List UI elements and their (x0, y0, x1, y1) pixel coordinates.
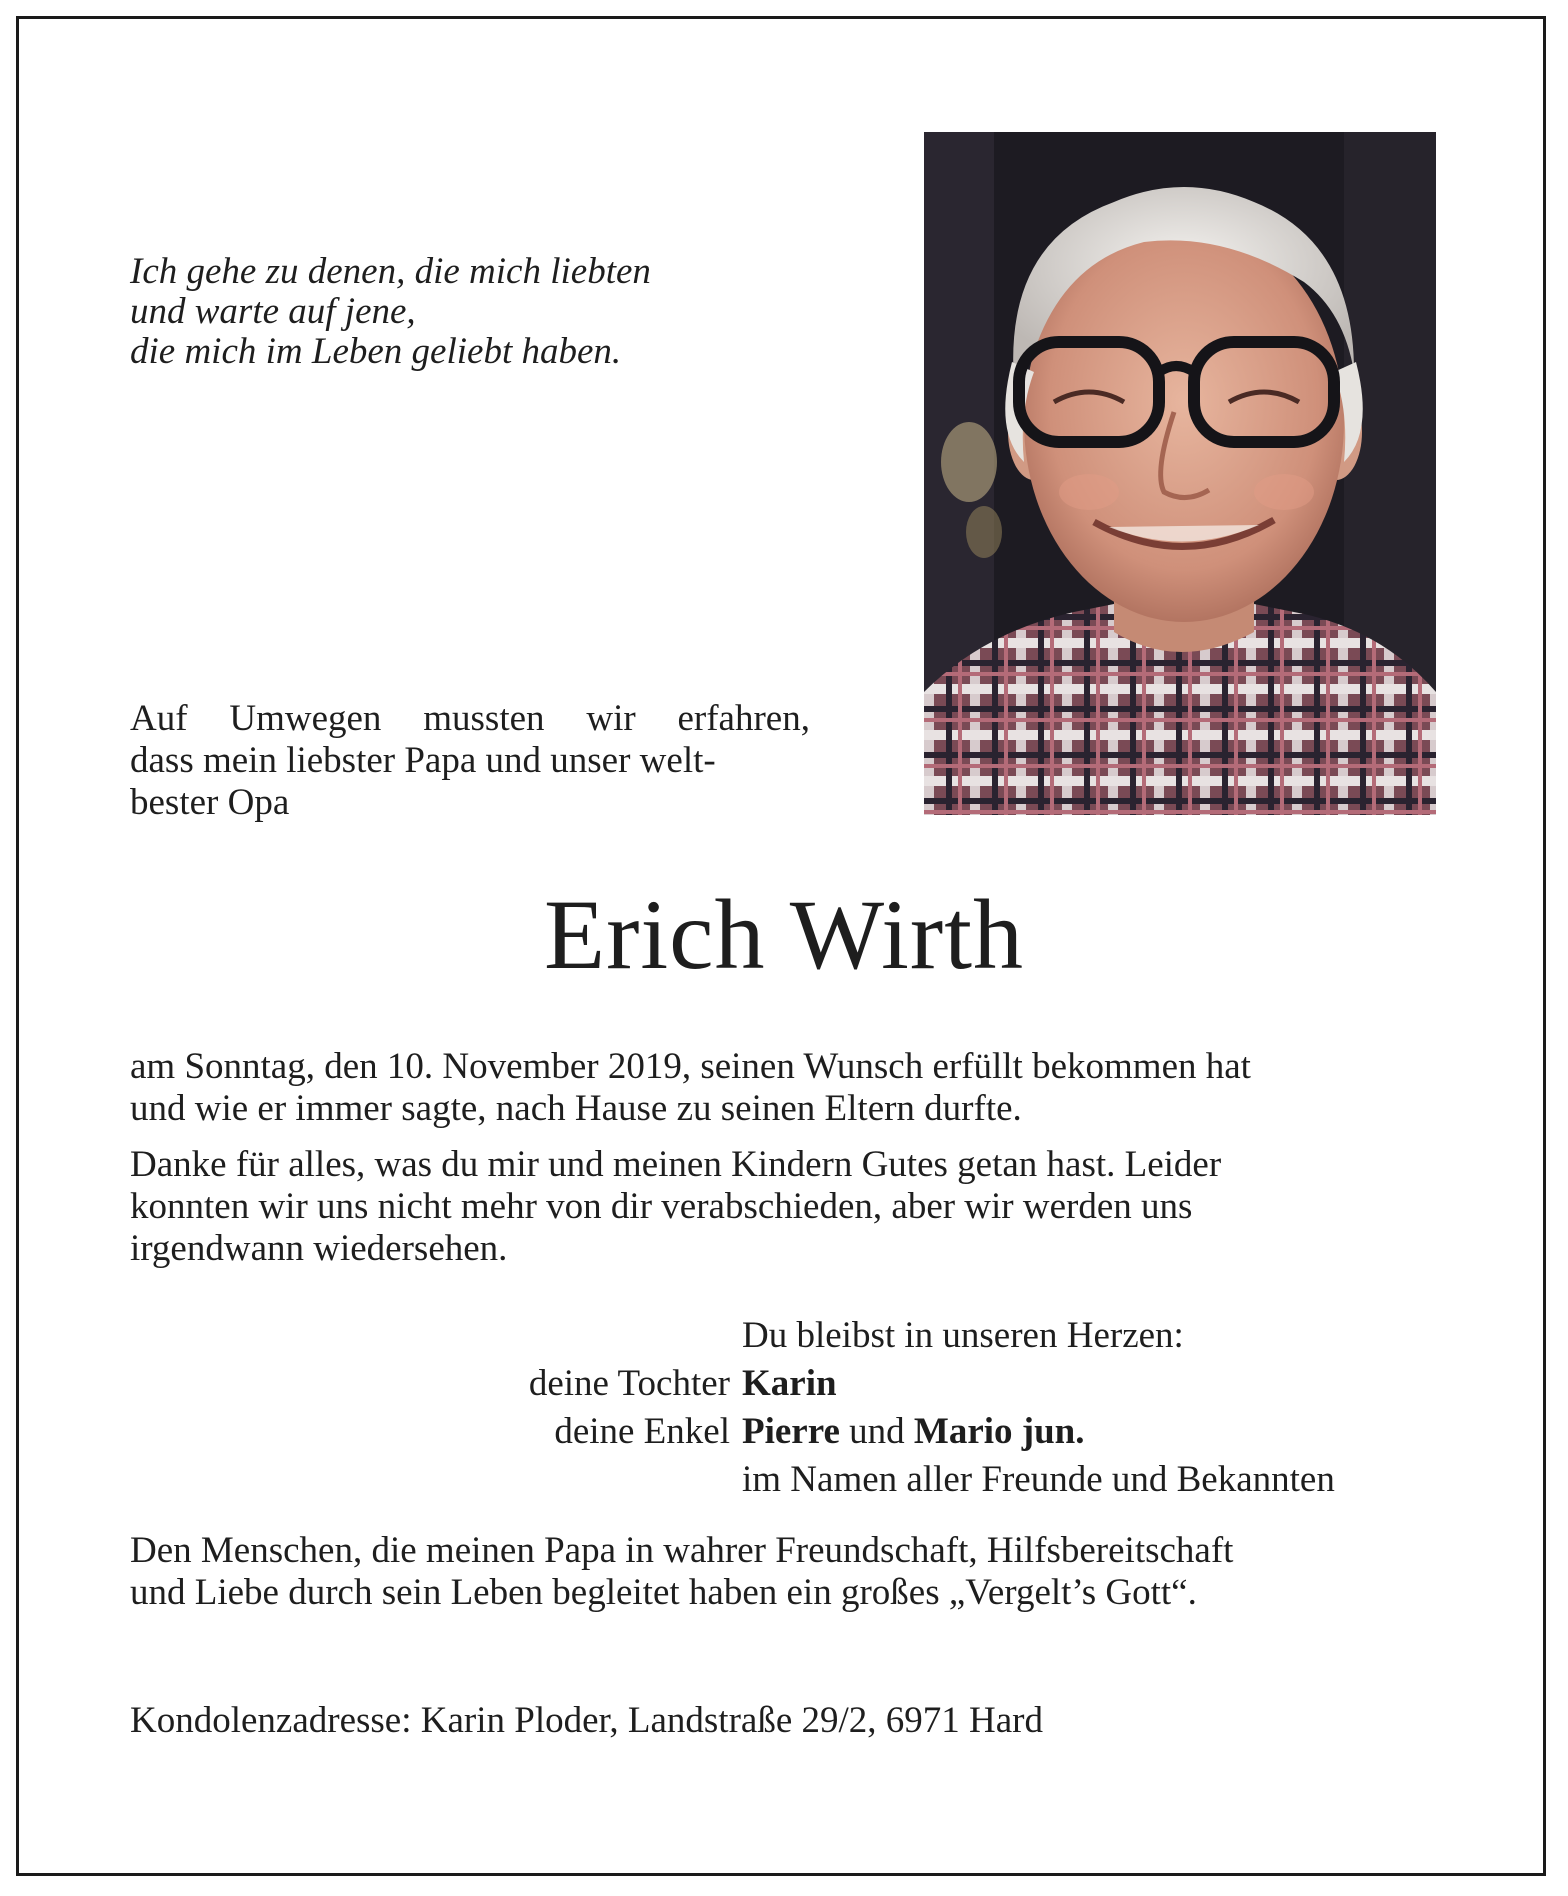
signature-friends-row (130, 1456, 1438, 1504)
friends-line: im Namen aller Freunde und Bekannten (742, 1459, 1335, 1500)
paragraph-gratitude (130, 1530, 1438, 1614)
signature-block (130, 1312, 1438, 1504)
paragraph-line: und Liebe durch sein Leben begleitet haben ein großes „Vergelt’s Gott“. (130, 1572, 1197, 1613)
quote-line: Ich gehe zu denen, die mich liebten (130, 251, 651, 292)
intro-line-1 (130, 698, 810, 740)
conjunction: und (849, 1411, 905, 1452)
memorial-quote (130, 252, 770, 372)
daughter-name: Karin (742, 1363, 837, 1404)
quote-line: die mich im Leben geliebt haben. (130, 331, 622, 372)
grandchild-name: Mario jun. (913, 1411, 1085, 1452)
intro-word: Umwegen (229, 698, 382, 739)
intro-word: mussten (423, 698, 545, 739)
paragraph-line: am Sonntag, den 10. November 2019, seinen Wunsch erfüllt bekommen hat (130, 1046, 1251, 1087)
grandchildren-names (742, 1408, 1085, 1456)
portrait-illustration (924, 132, 1436, 815)
grandchildren-label: deine Enkel (554, 1411, 730, 1452)
signature-daughter-row (130, 1360, 1438, 1408)
portrait-photo (924, 132, 1436, 815)
intro-word: erfahren, (677, 698, 810, 739)
signature-grandchildren-row (130, 1408, 1438, 1456)
paragraph-line: irgendwann wiedersehen. (130, 1228, 508, 1269)
paragraph-death-notice (130, 1046, 1438, 1130)
intro-line-2: dass mein liebster Papa und unser welt- (130, 740, 716, 781)
paragraph-line: konnten wir uns nicht mehr von dir verabschieden, aber wir werden uns (130, 1186, 1193, 1227)
paragraph-line: Den Menschen, die meinen Papa in wahrer Freundschaft, Hilfsbereitschaft (130, 1530, 1234, 1571)
intro-line-3: bester Opa (130, 782, 290, 823)
paragraph-line: und wie er immer sagte, nach Hause zu seinen Eltern durfte. (130, 1088, 1022, 1129)
intro-word: Auf (130, 698, 188, 739)
signature-heading: Du bleibst in unseren Herzen: (742, 1315, 1184, 1356)
daughter-name-wrap (742, 1360, 837, 1408)
daughter-label: deine Tochter (528, 1363, 730, 1404)
paragraph-thanks (130, 1144, 1438, 1270)
intro-word: wir (586, 698, 636, 739)
intro-text (130, 698, 810, 824)
signature-heading-row (130, 1312, 1438, 1360)
paragraph-line: Danke für alles, was du mir und meinen Kindern Gutes getan hast. Leider (130, 1144, 1222, 1185)
quote-line: und warte auf jene, (130, 291, 416, 332)
condolence-address: Kondolenzadresse: Karin Ploder, Landstraße 29/2, 6971 Hard (130, 1700, 1043, 1741)
grandchild-name: Pierre (742, 1411, 840, 1452)
deceased-name: Erich Wirth (544, 879, 1024, 990)
